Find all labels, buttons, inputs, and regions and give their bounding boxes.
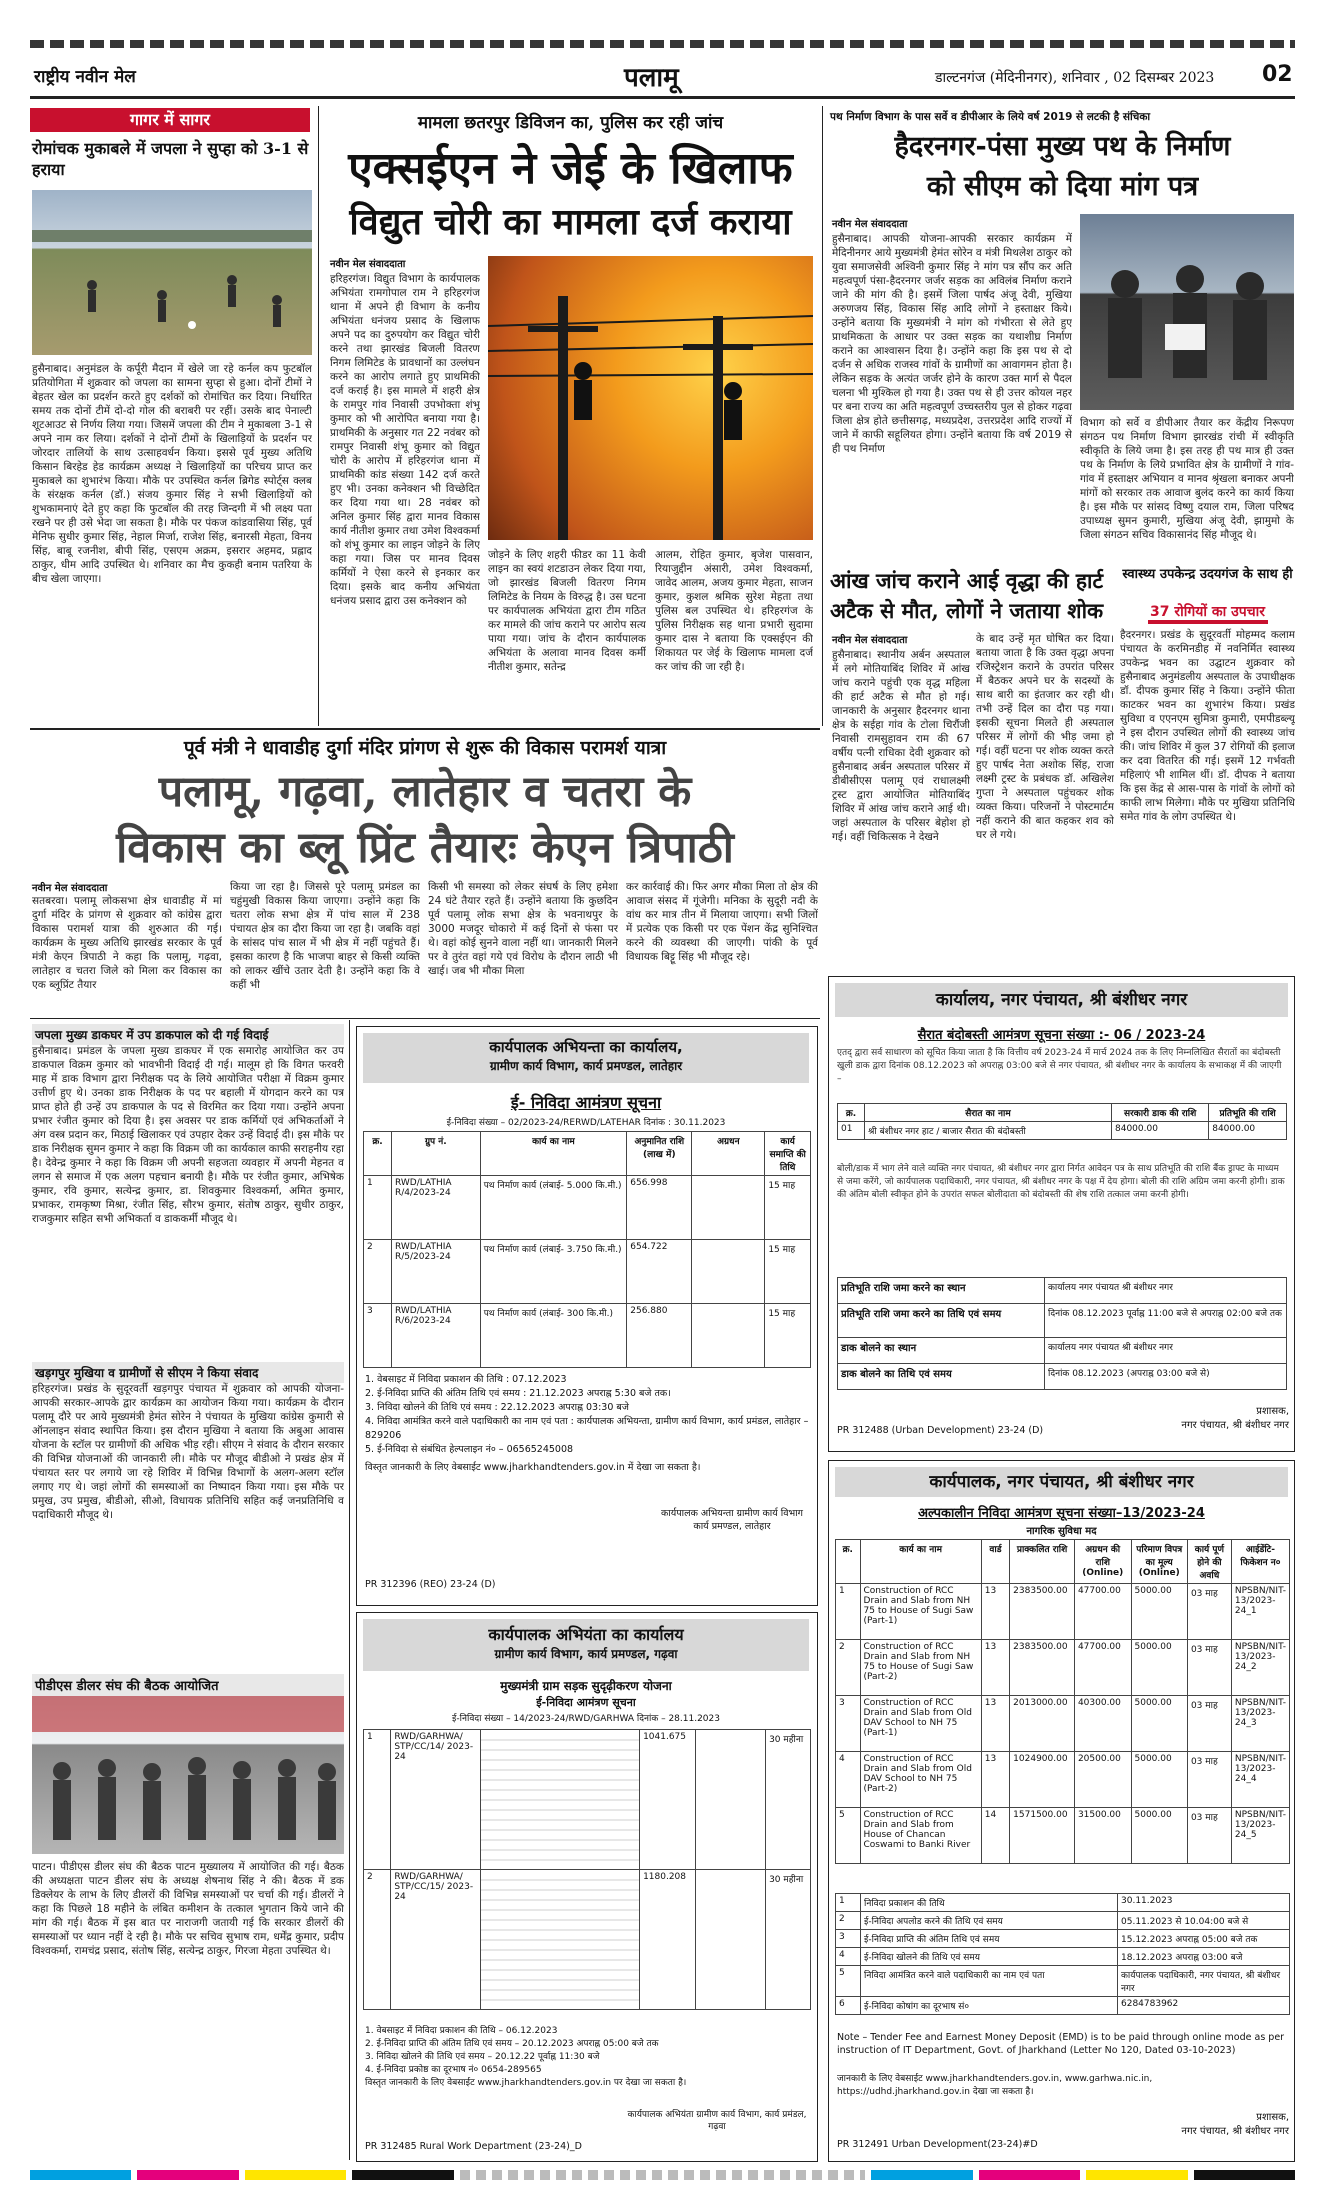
cell-sn: 1 — [836, 1584, 861, 1640]
registration-bar-bottom — [30, 2170, 1295, 2180]
yatra-col-2: किया जा रहा है। जिससे पूरे पलामू प्रमंडल का चहुंमुखी विकास किया जाएगा। उन्होंने कहा कि चतरा लोक सभा क्षेत्र में पांच साल में 238 पंचायत क्षेत्र का दौरा किया जा रहा है। जबकि वहां के सांसद पांच साल में भी क्षेत्र में नहीं पहुंचते हैं। इसका कारण है कि भाजपा बाहर से किसी व्यक्ति को लाकर खींचे उतार देती है। उन्होंने कहा कि वे कहीं भी — [230, 881, 420, 991]
note-line: 4. ई-निविदा प्रकोष्ठ का दूरभाष नं० 0654-289565 — [365, 2065, 542, 2075]
nagar-auction-terms: बोली/डाक में भाग लेने वाले व्यक्ति नगर पंचायत, श्री बंशीधर नगर द्वारा निर्गत आवेदन पत्र के साथ प्रतिभूति की राशि बैंक ड्राफ्ट के माध्यम से जमा करेंगे, जो कार्यपालक पदाधिकारी, नगर पंचायत, श्री बंशीधर नगर के पक्ष में देय होगा। बोली की राशि अग्रिम जमा करनी होगी। डाक की अंतिम बोली स्वीकृत होने के उपरांत सफल बोलीदाता को बंदोबस्ती की शेष राशि तत्काल जमा करनी होगी। — [837, 1164, 1285, 1200]
cell-doc: 5000.00 — [1131, 1640, 1187, 1696]
cell-cost: 1571500.00 — [1010, 1808, 1075, 1864]
cell-doc: 5000.00 — [1131, 1696, 1187, 1752]
cell-ward: 13 — [981, 1584, 1009, 1640]
tender-latehar-office: कार्यपालक अभियन्ता का कार्यालय, — [489, 1038, 683, 1056]
table-header-row — [838, 1104, 1287, 1122]
section-rule — [30, 1018, 820, 1019]
col-header: परिमाण विपत्र का मूल्य (Online) — [1131, 1540, 1187, 1584]
lead-kicker: मामला छतरपुर डिविजन का, पुलिस कर रही जांच — [417, 113, 724, 133]
nagar-auction-signer — [1129, 1405, 1289, 1433]
table-row — [836, 1948, 1290, 1966]
tender-garhwa — [356, 1612, 818, 2162]
table-row — [836, 1997, 1290, 2015]
tender-garhwa-table — [363, 1729, 811, 2010]
health-headline: 37 रोगियों का उपचार — [1150, 604, 1265, 620]
table-row — [838, 1278, 1287, 1304]
cell-value: दिनांक 08.12.2023 (अपराह्न 03:00 बजे से) — [1045, 1364, 1287, 1390]
heart-col-2: के बाद उन्हें मृत घोषित कर दिया। बताया जाता है कि उक्त वृद्धा अपना रजिस्ट्रेशन कराने के उपरांत परिसर में बैठकर अपने घर के सदस्यों के साथ बारी का इंतजार कर रही थी। तभी उन्हें दिल का दौरा पड़ गया। इसकी सूचना मिलते ही अस्पताल परिसर में लोगों की भीड़ जमा हो गई। वहीं घटना पर शोक व्यक्त करते हुए पार्षद नेता अशोक सिंह, राजा लक्ष्मी ट्रस्ट के प्रबंधक डॉ. अखिलेश गुप्ता ने अस्पताल पहुंचकर शोक व्यक्त किया। परिजनों ने पोस्टमार्टम नहीं कराने की बात कहकर शव को घर ले गये। — [976, 633, 1114, 841]
cell-value: दिनांक 08.12.2023 पूर्वाह्न 11:00 बजे से अपराह्न 02:00 बजे तक — [1045, 1304, 1287, 1338]
tender-garhwa-notes — [365, 2025, 809, 2090]
masthead — [30, 58, 1295, 94]
cell-sn: 1 — [364, 1730, 391, 1870]
cell-value: कार्यपालक पदाधिकारी, नगर पंचायत, श्री बंशीधर नगर — [1118, 1966, 1290, 1997]
signer-office: नगर पंचायत, श्री बंशीधर नगर — [1181, 2126, 1289, 2137]
cell-ward: 14 — [981, 1808, 1009, 1864]
cell-ward: 13 — [981, 1696, 1009, 1752]
cell-cost: 2383500.00 — [1010, 1640, 1075, 1696]
tender-latehar-dept: ग्रामीण कार्य विभाग, कार्य प्रमण्डल, लातेहार — [489, 1059, 683, 1073]
cell-value: कार्यालय नगर पंचायत श्री बंशीधर नगर — [1045, 1278, 1287, 1304]
cell-sn: 4 — [836, 1752, 861, 1808]
col-header: अग्रधन की राशि (Online) — [1074, 1540, 1131, 1584]
linemen-on-pole-illustration — [488, 256, 813, 540]
football-photo — [32, 190, 312, 355]
color-swatch — [245, 2170, 346, 2180]
section-name: पलामू — [624, 63, 679, 93]
cell-id: NPSBN/NIT-13/2023-24_2 — [1231, 1640, 1289, 1696]
cell-sn: 6 — [836, 1997, 861, 2015]
color-swatch — [1086, 2170, 1187, 2180]
sports-tag: गागर में सागर — [30, 108, 310, 132]
cell-id: NPSBN/NIT-13/2023-24_3 — [1231, 1696, 1289, 1752]
nagar-tender-subtitle: अल्पकालीन निविदा आमंत्रण सूचना संख्या–13/2023-24 — [918, 1506, 1205, 1521]
cell-doc: 5000.00 — [1131, 1584, 1187, 1640]
table-row — [836, 1894, 1290, 1912]
cell-sn: 3 — [836, 1696, 861, 1752]
col-header: क्र. — [838, 1104, 865, 1122]
cell-group: RWD/LATHIA R/5/2023-24 — [392, 1240, 481, 1304]
cell-id: NPSBN/NIT-13/2023-24_1 — [1231, 1584, 1289, 1640]
cell-label: डाक बोलने का स्थान — [838, 1338, 1045, 1364]
cell-sn: 1 — [364, 1176, 392, 1240]
cell-sn: 2 — [364, 1240, 392, 1304]
cell-cost: 2013000.00 — [1010, 1696, 1075, 1752]
cell-group: RWD/LATHIA R/6/2023-24 — [392, 1304, 481, 1368]
website-line: विस्तृत जानकारी के लिए वेबसाईट www.jharkhandtenders.gov.in पर देखा जा सकता है। — [365, 2078, 687, 2088]
col-header: वार्ड — [981, 1540, 1009, 1584]
cm-dialogue-headline: खड़गपुर मुखिया व ग्रामीणों से सीएम ने किया संवाद — [32, 1362, 344, 1383]
group-photo-illustration — [32, 1696, 344, 1854]
cell-time: 30 महीना — [766, 1730, 811, 1870]
tender-latehar-pr: PR 312396 (REO) 23-24 (D) — [365, 1579, 496, 1590]
color-swatch — [871, 2170, 972, 2180]
col-header: क्र. — [836, 1540, 861, 1584]
note-line: 3. निविदा खोलने की तिथि एवं समय : 22.12.2023 अपराह्न 03:30 बजे — [365, 1402, 629, 1413]
cell-doc: 5000.00 — [1131, 1808, 1187, 1864]
tender-latehar-ref: ई-निविदा संख्या – 02/2023-24/RERWD/LATEHAR दिनांक : 30.11.2023 — [446, 1118, 726, 1128]
health-photo — [1148, 620, 1268, 624]
tender-garhwa-title: ई-निविदा आमंत्रण सूचना — [536, 1696, 636, 1709]
cell-emd: 47700.00 — [1074, 1640, 1131, 1696]
cell-work: Construction of RCC Drain and Slab from House of Chancan Coswami to Banki River — [860, 1808, 981, 1864]
cell-cost: 654.722 — [627, 1240, 692, 1304]
cell-emd — [692, 1304, 765, 1368]
masthead-rule — [30, 96, 1295, 99]
nagar-tender-dates — [835, 1893, 1290, 2015]
cell-work: Construction of RCC Drain and Slab from NH 75 to House of Sugi Saw (Part-1) — [860, 1584, 981, 1640]
cell-time: 15 माह — [765, 1176, 811, 1240]
tender-garhwa-header — [363, 1619, 809, 1671]
signer-title: प्रशासक, — [1256, 2112, 1289, 2123]
col-header: अग्रधन — [692, 1132, 765, 1176]
cell-emd — [696, 1730, 766, 1870]
column-rule — [822, 106, 823, 726]
cell-time: 03 माह — [1187, 1584, 1231, 1640]
tender-latehar-signer: कार्यपालक अभियन्ता ग्रामीण कार्य विभाग कार्य प्रमण्डल, लातेहार — [661, 1508, 803, 1532]
cell-group: RWD/GARHWA/ STP/CC/15/ 2023-24 — [391, 1870, 480, 2010]
table-row — [364, 1730, 811, 1870]
cell-sn: 3 — [836, 1930, 861, 1948]
cell-work: Construction of RCC Drain and Slab from NH 75 to House of Sugi Saw (Part-2) — [860, 1640, 981, 1696]
cell-time: 15 माह — [765, 1240, 811, 1304]
highway-headline-2: को सीएम को दिया मांग पत्र — [926, 171, 1199, 202]
cell-cost: 256.880 — [627, 1304, 692, 1368]
cell-work — [480, 1730, 639, 1870]
cell-label: प्रतिभूति राशि जमा करने का स्थान — [838, 1278, 1045, 1304]
cell-cost: 2383500.00 — [1010, 1584, 1075, 1640]
cell-time: 03 माह — [1187, 1696, 1231, 1752]
sports-headline: रोमांचक मुकाबले में जपला ने सुप्हा को 3-1 से हराया — [32, 139, 309, 179]
yatra-col-3: किसी भी समस्या को लेकर संघर्ष के लिए हमेशा 24 घंटे तैयार रहते हैं। उन्होंने बताया कि कुछदिन पूर्व पलामू लोक सभा क्षेत्र के भवनाथपुर के 3000 मजदूर चोकारो में कई दिनों से फंसा पर थे। वहां कोई सुनने वाला नहीं था। जानकारी मिलने पर वे तुरंत वहां गये एवं विरोध के दौरान लाठी भी खाई। जब भी मौका मिला — [428, 881, 618, 977]
table-row — [838, 1122, 1287, 1140]
table-row — [836, 1696, 1290, 1752]
sports-body: हुसैनाबाद। अनुमंडल के कर्पूरी मैदान में खेले जा रहे कर्नल कप फुटबॉल प्रतियोगिता में शुक्रवार को जपला का सामना सुप्हा से हुआ। दोनों टीमों ने बेहतर खेल का प्रदर्शन करते हुए दर्शकों को रोमांचित कर दिया। निर्धारित समय तक दोनों टीमें दो-दो गोल की बराबरी पर रहीं। उसके बाद पेनाल्टी शूटआउट से निर्णय लिया गया। जिसमें जपला की टीम ने मुकाबला 3-1 से अपने नाम कर लिया। दर्शकों ने दोनों टीमों के खिलाड़ियों के प्रदर्शन पर जोरदार तालियों के साथ उत्साहवर्धन किया। इससे पूर्व मुख्य अतिथि किसान बिरहेड हेड कार्यक्रम अध्यक्ष ने खिलाड़ियों का परिचय प्राप्त कर मुकाबले का शुभारंभ किया। मौके पर उपस्थित कर्नल ब्रिगेड स्पोर्ट्स क्लब के संरक्षक कर्नल (डॉ.) संजय कुमार सिंह ने सभी खिलाड़ियों को शुभकामनाएं देते हुए कहा कि फुटबॉल की तरह जिन्दगी में भी लक्ष्य पता रखने पर ही उसे भेदा जा सकता है। मौके पर पंकज कांडवासिया सिंह, पूर्व मेनिफ सुधीर कुमार सिंह, नेहाल मिर्जा, राजेश सिंह, बनारसी मेहता, विनय सिंह, बाबू रजनीश, बीपी सिंह, एसएम अक्रम, इसरार अहमद, प्रह्लाद ठाकुर, धीम आदि उपस्थित थे। शनिवार का मैच कुकही बनाम पतरिया के बीच खेला जाएगा। — [32, 363, 312, 585]
heart-headline: आंख जांच कराने आई वृद्धा की हार्ट — [830, 568, 1104, 593]
football-players-illustration — [32, 190, 312, 355]
lead-byline: नवीन मेल संवाददाता — [330, 259, 406, 270]
col-header: कार्य का नाम — [480, 1132, 627, 1176]
cell-label: निविदा आमंत्रित करने वाले पदाधिकारी का नाम एवं पता — [861, 1966, 1118, 1997]
tender-latehar — [356, 1026, 818, 1606]
cell-doc: 5000.00 — [1131, 1752, 1187, 1808]
website-line: विस्तृत जानकारी के लिए वेबसाईट www.jharkhandtenders.gov.in में देखा जा सकता है। — [365, 1462, 701, 1473]
col-header: कार्य का नाम — [860, 1540, 981, 1584]
table-row — [364, 1870, 811, 2010]
cell-cost: 1024900.00 — [1010, 1752, 1075, 1808]
note-line: 3. निविदा खोलने की तिथि एवं समय – 20.12.22 पूर्वाह्न 11:30 बजे — [365, 2052, 600, 2062]
cell-sn: 2 — [364, 1870, 391, 2010]
note-line: 4. निविदा आमंत्रित करने वाले पदाधिकारी का नाम एवं पता : कार्यपालक अभियन्ता, ग्रामीण कार्य विभाग, कार्य प्रमंडल, लातेहार – 829206 — [365, 1416, 809, 1441]
heart-headline-2: अटैक से मौत, लोगों ने जताया शोक — [830, 598, 1104, 623]
yatra-kicker: पूर्व मंत्री ने धावाडीह दुर्गा मंदिर प्रांगण से शुरू की विकास परामर्श यात्रा — [183, 737, 667, 759]
cell-label: डाक बोलने का तिथि एवं समय — [838, 1364, 1045, 1390]
table-row — [836, 1752, 1290, 1808]
cell-cost: 656.998 — [627, 1176, 692, 1240]
cell-time: 03 माह — [1187, 1752, 1231, 1808]
pds-meeting-photo — [32, 1696, 344, 1854]
note-line: 5. ई-निविदा से संबंधित हेल्पलाइन नं० – 06565245008 — [365, 1444, 574, 1455]
col-header: कार्य समाप्ति की तिथि — [765, 1132, 811, 1176]
tender-latehar-title: ई- निविदा आमंत्रण सूचना — [510, 1093, 662, 1112]
table-row — [838, 1364, 1287, 1390]
heart-col-1: हुसैनाबाद। स्थानीय अर्बन अस्पताल में लगे मोतियाबिंद शिविर में आंख जांच कराने पहुंची एक वृद्ध महिला की हार्ट अटैक से मौत हो गई। जानकारी के अनुसार हैदरनगर थाना क्षेत्र के सईहा गांव के टोला चिरौंजी निवासी रामसुहावन राम की 67 वर्षीय पत्नी राधिका देवी शुक्रवार को हुसैनाबाद अर्बन अस्पताल परिसर में डीबीसीएस पलामू एवं राधालक्ष्मी ट्रस्ट द्वारा आयोजित मोतियाबिंद शिविर में आंख जांच कराने आई थी। जहां अस्पताल के परिसर बेहोश हो गई। वहीं चिकित्सक ने देखने — [832, 649, 970, 843]
electricity-photo — [488, 256, 813, 540]
tender-garhwa-scheme: मुख्यमंत्री ग्राम सड़क सुदृढ़ीकरण योजना — [500, 1679, 672, 1693]
col-header: सरकारी डाक की राशि — [1112, 1104, 1209, 1122]
page-number: 02 — [1262, 62, 1293, 87]
col-header: प्रतिभूति की राशि — [1209, 1104, 1287, 1122]
yatra-byline: नवीन मेल संवाददाता — [32, 883, 108, 894]
tender-latehar-notes — [365, 1373, 809, 1475]
col-header: अनुमानित राशि (लाख में) — [627, 1132, 692, 1176]
cm-dialogue-body: हरिहरगंज। प्रखंड के सुदूरवर्ती खड़गपुर पंचायत में शुक्रवार को आपकी योजना-आपकी सरकार-आपके द्वार कार्यक्रम का आयोजन किया गया। कार्यक्रम के दौरान पलामू दौरे पर आये मुख्यमंत्री हेमंत सोरेन ने पंचायत के मुखिया कांग्रेस कुमारी से ऑनलाइन संवाद स्थापित किया। इस दौरान मुखिया ने बताया कि अबुआ आवास योजना के स्टॉल पर ग्रामीणों की अधिक भीड़ रही। सीएम ने संवाद के दौरान सरकार की विभिन्न योजनाओं की जानकारी ली। मौके पर मौजूद बीडीओ ने प्रखंड क्षेत्र में पंचायत स्तर पर लगाये जा रहे शिविर में विभिन्न विभागों के अलग-अलग स्टॉल लगाए गए थे। जहां लोगों की समस्याओं का निष्पादन किया गया। इस मौके पर प्रमुख, उप प्रमुख, बीडीओ, सीओ, विधायक प्रतिनिधि सहित कई जनप्रतिनिधि व पदाधिकारी मौजूद थे। — [32, 1383, 344, 1521]
cell-label: ई-निविदा अपलोड करने की तिथि एवं समय — [861, 1912, 1118, 1930]
col-header: प्राक्कलित राशि — [1010, 1540, 1075, 1584]
nagar-tender-signer — [1129, 2111, 1289, 2139]
people-handing-memorandum-illustration — [1080, 214, 1294, 410]
tender-garhwa-ref: ई-निविदा संख्या – 14/2023-24/RWD/GARHWA दिनांक – 28.11.2023 — [452, 1714, 720, 1724]
signer-title: प्रशासक, — [1256, 1406, 1289, 1417]
lead-headline-2: विद्युत चोरी का मामला दर्ज कराया — [349, 201, 792, 243]
column-rule — [318, 106, 319, 726]
tender-garhwa-dept: ग्रामीण कार्य विभाग, कार्य प्रमण्डल, गढ़वा — [494, 1647, 678, 1661]
highway-kicker: पथ निर्माण विभाग के पास सर्वे व डीपीआर के लिये वर्ष 2019 से लटकी है संचिका — [830, 111, 1151, 123]
cell-name: श्री बंशीधर नगर हाट / बाजार सैरात की बंदोबस्ती — [865, 1122, 1112, 1140]
cell-ward: 13 — [981, 1640, 1009, 1696]
nagar-auction-table — [837, 1103, 1287, 1140]
cell-time: 30 महीना — [766, 1870, 811, 2010]
cell-label: प्रतिभूति राशि जमा करने का तिथि एवं समय — [838, 1304, 1045, 1338]
tender-latehar-header — [363, 1033, 809, 1083]
col-header: कार्य पूर्ण होने की अवधि — [1187, 1540, 1231, 1584]
cell-label: निविदा प्रकाशन की तिथि — [861, 1894, 1118, 1912]
pds-headline: पीडीएस डीलर संघ की बैठक आयोजित — [32, 1674, 344, 1696]
color-swatch — [979, 2170, 1080, 2180]
col-header: क्र. — [364, 1132, 392, 1176]
cell-group: RWD/LATHIA R/4/2023-24 — [392, 1176, 481, 1240]
table-row — [364, 1176, 811, 1240]
highway-byline: नवीन मेल संवाददाता — [832, 219, 908, 230]
cell-ward: 13 — [981, 1752, 1009, 1808]
pds-body: पाटन। पीडीएस डीलर संघ की बैठक पाटन मुख्यालय में आयोजित की गई। बैठक की अध्यक्षता पाटन डीलर संघ के अध्यक्ष शेषनाथ सिंह ने की। बैठक में डक डिक्लेयर के लाभ के लिए डीलरों की विभिन्न समस्याओं पर चर्चा की गई। डीलरों ने कहा कि पिछले 18 महीने के लंबित कमीशन के तत्काल भुगतान किये जाने की मांग की गई। बैठक में इस बात पर नाराजगी जतायी गई कि सरकार डीलरों की समस्याओं पर ध्यान नहीं दे रही है। मौके पर सचिव सुभाष राम, धर्मेंद्र कुमार, प्रदीप विश्वकर्मा, रामचंद्र प्रसाद, संतोष सिंह, सत्येन्द्र ठाकुर, गिरजा मेहता उपस्थित थे। — [32, 1861, 344, 1957]
note-line: 1. वेबसाइट में निविदा प्रकाशन की तिथि : 07.12.2023 — [365, 1374, 567, 1385]
table-row — [836, 1584, 1290, 1640]
lead-col-2: जोड़ने के लिए शहरी फीडर का 11 केवी लाइन का स्वयं शटडाउन लेकर दिया गया, जो झारखंड बिजली वितरण निगम लिमिटेड के नियम के विरुद्ध है। उस घटना पर कार्यपालक अभियंता द्वारा टीम गठित कर मामले की जांच कराने पर आरोप सत्य पाया गया। जांच के दौरान कार्यपालक अभियंता के अलावा मानव दिवस कर्मी नीतीश कुमार, सतेन्द्र — [488, 549, 646, 673]
cell-id: NPSBN/NIT-13/2023-24_4 — [1231, 1752, 1289, 1808]
cell-label: ई-निविदा खोलने की तिथि एवं समय — [861, 1948, 1118, 1966]
color-swatch — [137, 2170, 238, 2180]
cell-label: ई-निविदा कोषांग का दूरभाष सं० — [861, 1997, 1118, 2015]
signer-office: नगर पंचायत, श्री बंशीधर नगर — [1181, 1420, 1289, 1431]
cell-value: 30.11.2023 — [1118, 1894, 1290, 1912]
tender-garhwa-signer: कार्यपालक अभियंता ग्रामीण कार्य विभाग, कार्य प्रमंडल, गढ़वा — [627, 2110, 807, 2132]
cell-sn: 2 — [836, 1640, 861, 1696]
cell-value: 6284783962 — [1118, 1997, 1290, 2015]
table-row — [364, 1304, 811, 1368]
cell-id: NPSBN/NIT-13/2023-24_5 — [1231, 1808, 1289, 1864]
yatra-col-4: कर कार्रवाई की। फिर अगर मौका मिला तो क्षेत्र की आवाज संसद में गूंजेगी। मनिका के सुदूरी नदी के वांध कर मात्र तीन में मिलाया जाएगा। सभी जिलों में प्रत्येक एक किसी पर एक पेंशन केंद्र सुनिश्चित करने की व्यवस्था की जाएगी। पांकी के पूर्व विधायक बिट्टू सिंह भी मौजूद रहे। — [626, 881, 818, 963]
nagar-auction-notice — [828, 976, 1295, 1452]
cell-sn: 2 — [836, 1912, 861, 1930]
tender-garhwa-pr: PR 312485 Rural Work Department (23-24)_D — [365, 2141, 582, 2152]
highway-body: हुसैनाबाद। आपकी योजना-आपकी सरकार कार्यक्रम में मेदिनीनगर आये मुख्यमंत्री हेमंत सोरेन व मंत्री मिथलेश ठाकुर को युवा समाजसेवी अश्विनी कुमार सिंह ने मांग पत्र सौंप कर अति महत्वपूर्ण पंसा-हैदरनगर जर्जर सड़क का अविलंब निर्माण कराने जाने की मांग की है। इसमें जिला पार्षद अंजू देवी, मुखिया अरुणजय सिंह, विकास सिंह आदि लोगों ने हस्ताक्षर किये। उन्होंने बताया कि मुख्यमंत्री ने मांग को गंभीरता से लेते हुए प्राथमिकता के आधार पर उक्त सड़क का यथाशीघ्र निर्माण कराने का आश्वासन दिया है। उन्होंने कहा कि इस पथ से दो दर्जन से अधिक राजस्व गांवों के ग्रामीणों का आवागमन होता है। लेकिन सड़क के अत्यंत जर्जर होने के कारण उक्त मार्ग से पैदल चलना भी मुश्किल हो गया है। उक्त पथ से ही उत्तर कोयल नहर पर बना राज्य का अति महत्वपूर्ण उच्चस्तरीय पुल से होकर गढ़वा जिला क्षेत्र होते छत्तीसगढ़, मध्यप्रदेश, उत्तरप्रदेश आदि राज्यों में जाने में काफी सहूलियत होगा। उन्होंने बताया कि वर्ष 2019 से ही पथ निर्माण — [832, 233, 1072, 455]
cell-sn: 5 — [836, 1966, 861, 1997]
cell-work: पथ निर्माण कार्य (लंबाई- 3.750 कि.मी.) — [480, 1240, 627, 1304]
table-header-row — [364, 1132, 811, 1176]
yatra-headline-2: विकास का ब्लू प्रिंट तैयारः केएन त्रिपाठी — [116, 823, 734, 873]
cell-value: 18.12.2023 अपराह्न 03:00 बजे — [1118, 1948, 1290, 1966]
nagar-tender-table — [835, 1539, 1290, 1864]
note-line: 1. वेबसाइट में निविदा प्रकाशन की तिथि – 06.12.2023 — [365, 2026, 558, 2036]
cell-work — [480, 1870, 639, 2010]
tender-latehar-table — [363, 1131, 811, 1368]
lead-col-3: आलम, रोहित कुमार, बृजेश पासवान, रियाजुद्दीन अंसारी, उमेश विश्वकर्मा, जावेद आलम, अजय कुमार मेहता, साजन कुमार, कुशल श्रमिक सुरेश मेहता तथा पुलिस बल उपस्थित थे। हरिहरगंज के पुलिस निरीक्षक सह थाना प्रभारी सुदामा कुमार दास ने बताया कि एक्सईएन की शिकायत पर जेई के खिलाफ मामला दर्ज कर जांच की जा रही है। — [655, 549, 813, 673]
cell-emd: 31500.00 — [1074, 1808, 1131, 1864]
nagar-tender-note: Note – Tender Fee and Earnest Money Deposit (EMD) is to be paid through online mode as per instruction of IT Department, Govt. of Jharkhand (Letter No 120, Dated 03-10-2023) — [837, 2032, 1285, 2056]
nagar-tender-website: जानकारी के लिए वेबसाईट www.jharkhandtenders.gov.in, www.garhwa.nic.in, https://udhd.jharkhand.gov.in देखा जा सकता है। — [837, 2074, 1153, 2097]
cell-emd — [692, 1176, 765, 1240]
table-row — [838, 1304, 1287, 1338]
tender-garhwa-office: कार्यपालक अभियंता का कार्यालय — [488, 1625, 684, 1644]
cell-sn: 5 — [836, 1808, 861, 1864]
cell-time: 03 माह — [1187, 1640, 1231, 1696]
cm-photo — [1080, 214, 1294, 410]
lead-headline: एक्सईएन ने जेई के खिलाफ — [348, 143, 793, 194]
cell-cost: 1041.675 — [640, 1730, 696, 1870]
highway-headline: हैदरनगर-पंसा मुख्य पथ के निर्माण — [894, 131, 1231, 162]
nagar-auction-subtitle: सैरात बंदोबस्ती आमंत्रण सूचना संख्या :- 06 / 2023-24 — [917, 1028, 1206, 1043]
cell-work: पथ निर्माण कार्य (लंबाई- 5.000 कि.मी.) — [480, 1176, 627, 1240]
dateline: डाल्टनगंज (मेदिनीनगर), शनिवार , 02 दिसम्बर 2023 — [935, 70, 1215, 86]
heart-byline: नवीन मेल संवाददाता — [832, 635, 908, 646]
cell-sn: 01 — [838, 1122, 865, 1140]
yatra-headline: पलामू, गढ़वा, लातेहार व चतरा के — [158, 767, 692, 817]
table-row — [364, 1240, 811, 1304]
cell-time: 15 माह — [765, 1304, 811, 1368]
table-row — [836, 1640, 1290, 1696]
cell-price: 84000.00 — [1112, 1122, 1209, 1140]
col-header: आईडेंटि-फिकेशन न० — [1231, 1540, 1289, 1584]
cell-cost: 1180.208 — [640, 1870, 696, 2010]
farewell-headline: जपला मुख्य डाकघर में उप डाकपाल को दी गई विदाई — [32, 1024, 344, 1045]
table-row — [836, 1808, 1290, 1864]
nagar-tender-band: नागरिक सुविधा मद — [1026, 1526, 1097, 1537]
table-header-row — [836, 1540, 1290, 1584]
cell-group: RWD/GARHWA/ STP/CC/14/ 2023-24 — [391, 1730, 480, 1870]
nagar-auction-intro: एतद् द्वारा सर्व साधारण को सूचित किया जाता है कि वित्तीय वर्ष 2023-24 में मार्च 2024 तक के लिए निम्नलिखित सैरातों का बंदोबस्ती खुली डाक द्वारा दिनांक 08.12.2023 को अपराह्न 03:00 बजे से नगर पंचायत, श्री बंशीधर नगर के कार्यालय के सभाकक्ष में की जाएगी – — [837, 1048, 1282, 1084]
cell-emd: 40300.00 — [1074, 1696, 1131, 1752]
cell-work: Construction of RCC Drain and Slab from Old DAV School to NH 75 (Part-1) — [860, 1696, 981, 1752]
table-row — [838, 1338, 1287, 1364]
note-line: 2. ई-निविदा प्राप्ति की अंतिम तिथि एवं समय : 21.12.2023 अपराह्न 5:30 बजे तक। — [365, 1388, 671, 1399]
nagar-tender-pr: PR 312491 Urban Development(23-24)#D — [837, 2139, 1038, 2150]
table-row — [836, 1912, 1290, 1930]
cell-value: कार्यालय नगर पंचायत श्री बंशीधर नगर — [1045, 1338, 1287, 1364]
cell-emd — [692, 1240, 765, 1304]
color-swatch — [1194, 2170, 1295, 2180]
cell-time: 03 माह — [1187, 1808, 1231, 1864]
table-row — [836, 1966, 1290, 1997]
note-line: 2. ई-निविदा प्राप्ति की अंतिम तिथि एवं समय – 20.12.2023 अपराह्न 05:00 बजे तक — [365, 2039, 659, 2049]
color-swatch — [30, 2170, 131, 2180]
nagar-auction-schedule — [837, 1277, 1287, 1390]
farewell-body: हुसैनाबाद। प्रमंडल के जपला मुख्य डाकघर में एक समारोह आयोजित कर उप डाकपाल विक्रम कुमार को भावभीनी विदाई दी गई। मालूम हो कि विगत फरवरी माह में डाक विभाग द्वारा निरीक्षक पद के लिये आयोजित परीक्षा में विक्रम कुमार उत्तीर्ण हुए थे। उनका डाक निरीक्षक के पद पर बहाली में योगदान करने का पत्र प्राप्त होते ही उन्हें उप डाकपाल के पद से विरमित कर दिया गया। उन्होंने अपना प्रभार रंजीत कुमार को दिया है। इस अवसर पर डाक कर्मियों एवं अभिकर्ताओं ने अंग वस्त्र प्रदान कर, मिठाई खिलाकर एवं उपहार देकर उन्हें विदाई दी। इस मौके पर डाक निरीक्षक सुमन कुमार ने कहा कि विक्रम जी का कार्यकाल काफी सराहनीय रहा है। देवेन्द्र कुमार ने कहा कि विक्रम जी अपनी सहजता व्यवहार में अपनी मेहनत व लगन से समाज में एक अलग पहचान बनायी है। मौके पर रंजीत कुमार, अभिषेक कुमार, रवि कुमार, सत्येन्द्र कुमार, डा. शिवकुमार विश्वकर्मा, अमित कुमार, प्रभाकर, रामकृष्ण मिश्रा, रंजीत सिंह, सौरभ कुमार, संतोष ठाकुर, सुधीर ठाकुर, राजकुमार सहित सभी अभिकर्ता व डाककर्मी मौजूद थे। — [32, 1045, 344, 1225]
lead-col-1: हरिहरगंज। विद्युत विभाग के कार्यपालक अभियंता रामगोपाल राम ने हरिहरगंज थाना में अपने ही विभाग के कनीय अभियंता धनंजय प्रसाद के खिलाफ अपने पद का दुरुपयोग कर विद्युत चोरी करने तथा झारखंड बिजली वितरण निगम लिमिटेड के प्रावधानों का उल्लंघन करने का आरोप लगाते हुए प्राथमिकी दर्ज कराई है। इस मामले में शहरी क्षेत्र के रामपुर गांव निवासी उपभोक्ता शंभू कुमार को भी आरोपित बनाया गया है। प्राथमिकी के अनुसार गत 22 नवंबर को रामपुर निवासी शंभू कुमार को विद्युत चोरी के आरोप में हरिहरगंज थाना में प्राथमिकी कांड संख्या 142 दर्ज करते हुए भी। उनका कनेक्शन भी विच्छेदित कर दिया गया था। 28 नवंबर को अनिल कुमार सिंह द्वारा मानव विकास कार्य नीतीश कुमार तथा उमेश विश्वकर्मा को शंभू कुमार का लाइन जोड़ने के लिए कहा गया। जिस पर मानव दिवस कर्मियों ने ऐसा करने से इनकार कर दिया। इसके बाद कनीय अभियंता धनंजय प्रसाद द्वारा उस कनेक्शन को — [330, 273, 480, 607]
color-swatch — [460, 2170, 866, 2180]
cell-emd — [696, 1870, 766, 2010]
cell-sn: 1 — [836, 1894, 861, 1912]
paper-name: राष्ट्रीय नवीन मेल — [34, 67, 136, 87]
cell-sn: 4 — [836, 1948, 861, 1966]
health-body: हैदरनगर। प्रखंड के सुदूरवर्ती मोहम्मद कलाम पंचायत के करमिनडीह में नवनिर्मित स्वास्थ्य उपकेन्द्र भवन का उद्घाटन शुक्रवार को हुसैनाबाद अनुमंडलीय अस्पताल के उपाधीक्षक डॉ. दीपक कुमार सिंह ने किया। उन्होंने फीता काटकर भवन का शुभारंभ किया। प्रखंड सुविधा व एएनएम सुमित्रा कुमारी, एमपीडब्ल्यू ने इस दौरान उपस्थित लोगों की स्वास्थ्य जांच की। जांच शिविर में कुल 37 रोगियों की इलाज कर दवा वितरित की गई। इसमें 12 गर्भवती महिलाएं भी शामिल थीं। डॉ. दीपक ने बताया कि इस केंद्र से आस-पास के गांवों के लोगों को काफी लाभ मिलेगा। मौके पर मुखिया प्रतिनिधि समेत गांव के लोग उपस्थित थे। — [1120, 629, 1295, 823]
cell-label: ई-निविदा प्राप्ति की अंतिम तिथि एवं समय — [861, 1930, 1118, 1948]
cell-emd: 47700.00 — [1074, 1584, 1131, 1640]
highway-body-2: विभाग को सर्वे व डीपीआर तैयार कर केंद्रीय निरूपण संगठन पथ निर्माण विभाग झारखंड रांची में स्वीकृति स्वीकृति के लिये जमा है। इस तरह ही पथ मात्र ही उक्त पथ के निर्माण के लिये प्रभावित क्षेत्र के ग्रामीणों ने गांव-गांव में हस्ताक्षर अभियान व मानव श्रृंखला बनाकर अपनी मांगों को सरकार तक आवाज बुलंद करने का कार्य किया है। इस मौके पर सांसद विष्णु दयाल राम, जिला परिषद उपाध्यक्ष सुमन कुमारी, मुखिया अंजू देवी, झामुमो के जिला संगठन सचिव विकासानंद सिंह मौजूद थे। — [1080, 417, 1294, 541]
nagar-auction-title: कार्यालय, नगर पंचायत, श्री बंशीधर नगर — [835, 983, 1288, 1017]
cell-value: 15.12.2023 अपराह्न 05:00 बजे तक — [1118, 1930, 1290, 1948]
table-row — [836, 1930, 1290, 1948]
cell-security: 84000.00 — [1209, 1122, 1287, 1140]
yatra-col-1: सतबरवा। पलामू लोकसभा क्षेत्र धावाडीह में मां दुर्गा मंदिर के प्रांगण से शुक्रवार को कांग्रेस द्वारा विकास परामर्श यात्रा की शुरुआत की गई। कार्यक्रम के मुख्य अतिथि झारखंड सरकार के पूर्व मंत्री केएन त्रिपाठी ने कहा कि पलामू, गढ़वा, लातेहार व चतरा जिले को मिला कर विकास का एक ब्लूप्रिंट तैयार — [32, 895, 222, 991]
section-rule — [30, 728, 820, 730]
column-rule — [349, 1020, 350, 2160]
color-swatch — [352, 2170, 453, 2180]
cell-value: 05.11.2023 से 10.04:00 बजे से — [1118, 1912, 1290, 1930]
health-kicker: स्वास्थ्य उपकेन्द्र उदयगंज के साथ ही — [1122, 567, 1293, 582]
cell-work: Construction of RCC Drain and Slab from Old DAV School to NH 75 (Part-2) — [860, 1752, 981, 1808]
cell-sn: 3 — [364, 1304, 392, 1368]
registration-bar-top — [30, 40, 1295, 48]
nagar-tender-notice — [828, 1460, 1295, 2162]
cell-work: पथ निर्माण कार्य (लंबाई- 300 कि.मी.) — [480, 1304, 627, 1368]
col-header: सैरात का नाम — [865, 1104, 1112, 1122]
nagar-auction-pr: PR 312488 (Urban Development) 23-24 (D) — [837, 1425, 1044, 1436]
cell-emd: 20500.00 — [1074, 1752, 1131, 1808]
nagar-tender-title: कार्यपालक, नगर पंचायत, श्री बंशीधर नगर — [835, 1467, 1288, 1497]
col-header: ग्रुप नं. — [392, 1132, 481, 1176]
